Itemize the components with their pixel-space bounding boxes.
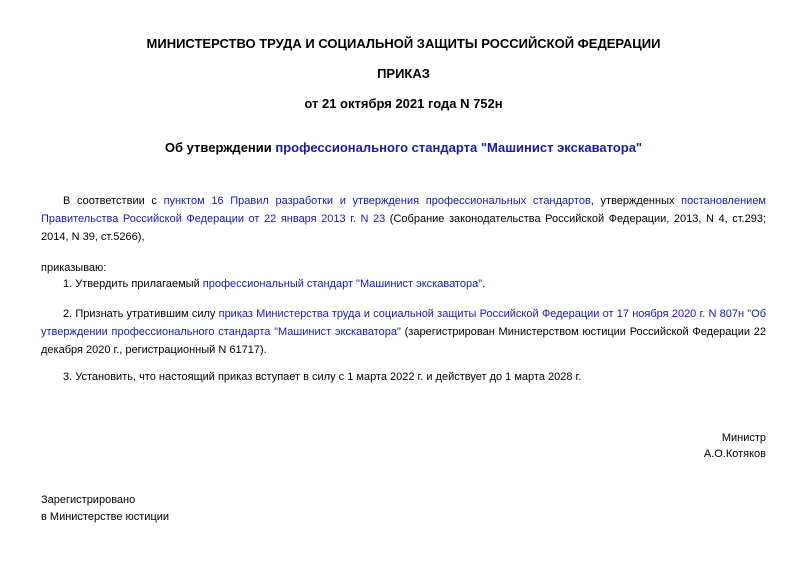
- registration-line-2: в Министерстве юстиции: [41, 511, 170, 523]
- signature-name: А.О.Котяков: [703, 448, 766, 460]
- preamble-paragraph: [41, 192, 766, 246]
- government-decree-link[interactable]: постановлением Правительства Российской Федерации от 22 января 2013 г. N 23: [41, 195, 766, 225]
- item-2-text: 2. Признать утратившим силу: [63, 308, 219, 320]
- item-1-end: .: [482, 278, 486, 290]
- order-word: приказываю:: [41, 262, 107, 274]
- signature-position: Министр: [721, 432, 766, 444]
- registration-line-1: Зарегистрировано: [41, 494, 136, 506]
- doc-type-heading: ПРИКАЗ: [377, 66, 430, 81]
- item-1: [63, 278, 485, 290]
- ministry-heading: МИНИСТЕРСТВО ТРУДА И СОЦИАЛЬНОЙ ЗАЩИТЫ РОССИЙСКОЙ ФЕДЕРАЦИИ: [146, 36, 661, 51]
- item-1-standard-link[interactable]: профессиональный стандарт "Машинист экскаватора": [202, 278, 483, 290]
- document-title: [0, 140, 807, 155]
- preamble-text-1: В соответствии с: [63, 195, 164, 207]
- preamble-text-2: , утвержденных: [590, 195, 682, 207]
- item-2-prior-order-link[interactable]: приказ Министерства труда и социальной защиты Российской Федерации от 17 ноября 2020 г. N 807н "Об утверждении профессионального стандарта "Машинист экскаватора": [41, 308, 766, 338]
- title-standard-link[interactable]: профессионального стандарта "Машинист экскаватора": [275, 140, 643, 155]
- rules-paragraph-link[interactable]: пунктом 16 Правил разработки и утверждения профессиональных стандартов: [163, 195, 591, 207]
- title-prefix: Об утверждении: [164, 140, 276, 155]
- item-1-text: 1. Утвердить прилагаемый: [63, 278, 203, 290]
- preamble-text-3: (Собрание законодательства Российской Федерации, 2013, N 4, ст.293; 2014, N 39, ст.5266),: [41, 213, 766, 243]
- item-3: 3. Установить, что настоящий приказ вступает в силу с 1 марта 2022 г. и действует до 1 марта 2028 г.: [63, 371, 582, 383]
- item-2-end: (зарегистрирован Министерством юстиции Российской Федерации 22 декабря 2020 г., регистрационный N 61717).: [41, 326, 766, 356]
- item-2: [41, 305, 766, 359]
- date-number-heading: от 21 октября 2021 года N 752н: [304, 96, 503, 111]
